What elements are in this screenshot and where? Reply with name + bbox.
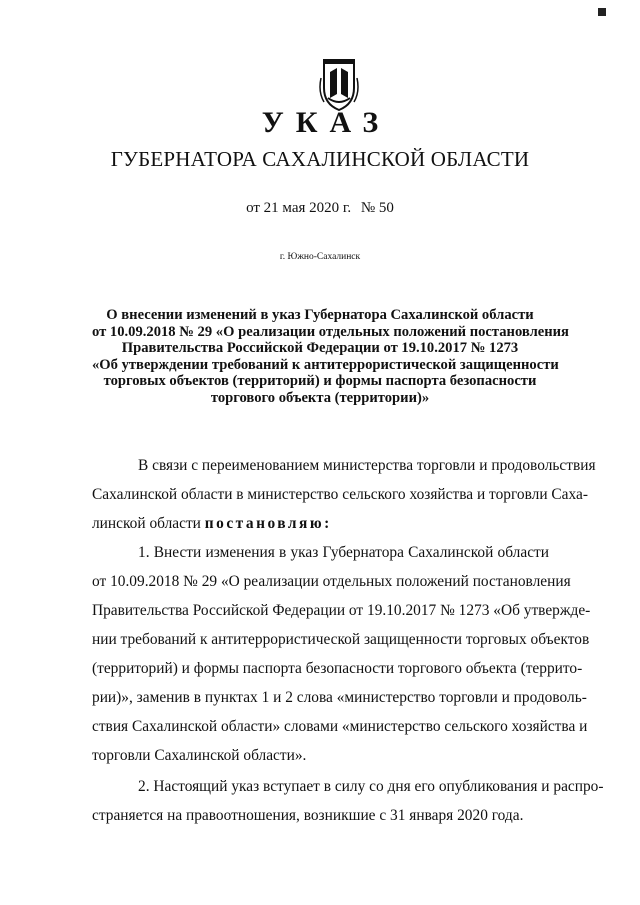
- document-title: УКАЗ: [261, 106, 391, 139]
- item1-line: нии требований к антитеррористической защищенности торговых объектов: [92, 631, 590, 648]
- coat-of-arms-emblem-icon: [318, 58, 360, 112]
- preamble-line: В связи с переименованием министерства торговли и продовольствия: [138, 457, 596, 474]
- item1-line: рии)», заменив в пунктах 1 и 2 слова «министерство торговли и продоволь-: [92, 689, 587, 706]
- document-issuer: ГУБЕРНАТОРА САХАЛИНСКОЙ ОБЛАСТИ: [110, 147, 530, 171]
- item1-line: Правительства Российской Федерации от 19.10.2017 № 1273 «Об утвержде-: [92, 602, 591, 619]
- item1-line: от 10.09.2018 № 29 «О реализации отдельных положений постановления: [92, 573, 571, 590]
- document-heading: [92, 307, 569, 407]
- preamble-line-final: [92, 509, 549, 538]
- item1-line: ствия Сахалинской области» словами «министерство сельского хозяйства и: [92, 718, 588, 735]
- document-date-line: [0, 200, 640, 217]
- heading-line: от 10.09.2018 № 29 «О реализации отдельных положений постановления: [92, 323, 569, 340]
- heading-line: «Об утверждении требований к антитеррористической защищенности: [92, 356, 559, 373]
- preamble-line-text: линской области: [92, 515, 201, 532]
- heading-line: О внесении изменений в указ Губернатора Сахалинской области: [106, 307, 534, 323]
- scan-corner-mark: [598, 8, 606, 16]
- item1-line: (территорий) и формы паспорта безопасности торгового объекта (террито-: [92, 660, 583, 677]
- decree-word: постановляю:: [204, 515, 332, 532]
- heading-line: торгового объекта (территории)»: [210, 389, 430, 406]
- item1-line: торговли Сахалинской области».: [92, 747, 307, 764]
- document-body: [92, 451, 604, 830]
- heading-line: торговых объектов (территорий) и формы паспорта безопасности: [103, 373, 537, 390]
- preamble-line: Сахалинской области в министерство сельского хозяйства и торговли Саха-: [92, 486, 588, 503]
- document-city: г. Южно-Сахалинск: [279, 252, 361, 262]
- item1-line: 1. Внести изменения в указ Губернатора Сахалинской области: [138, 544, 549, 561]
- heading-line: Правительства Российской Федерации от 19.10.2017 № 1273: [121, 340, 519, 357]
- document-number: № 50: [360, 200, 394, 216]
- item2-line: страняется на правоотношения, возникшие с 31 января 2020 года.: [92, 807, 524, 824]
- document-date: от 21 мая 2020 г.: [246, 200, 352, 216]
- item2-line: 2. Настоящий указ вступает в силу со дня его опубликования и распро-: [138, 778, 604, 795]
